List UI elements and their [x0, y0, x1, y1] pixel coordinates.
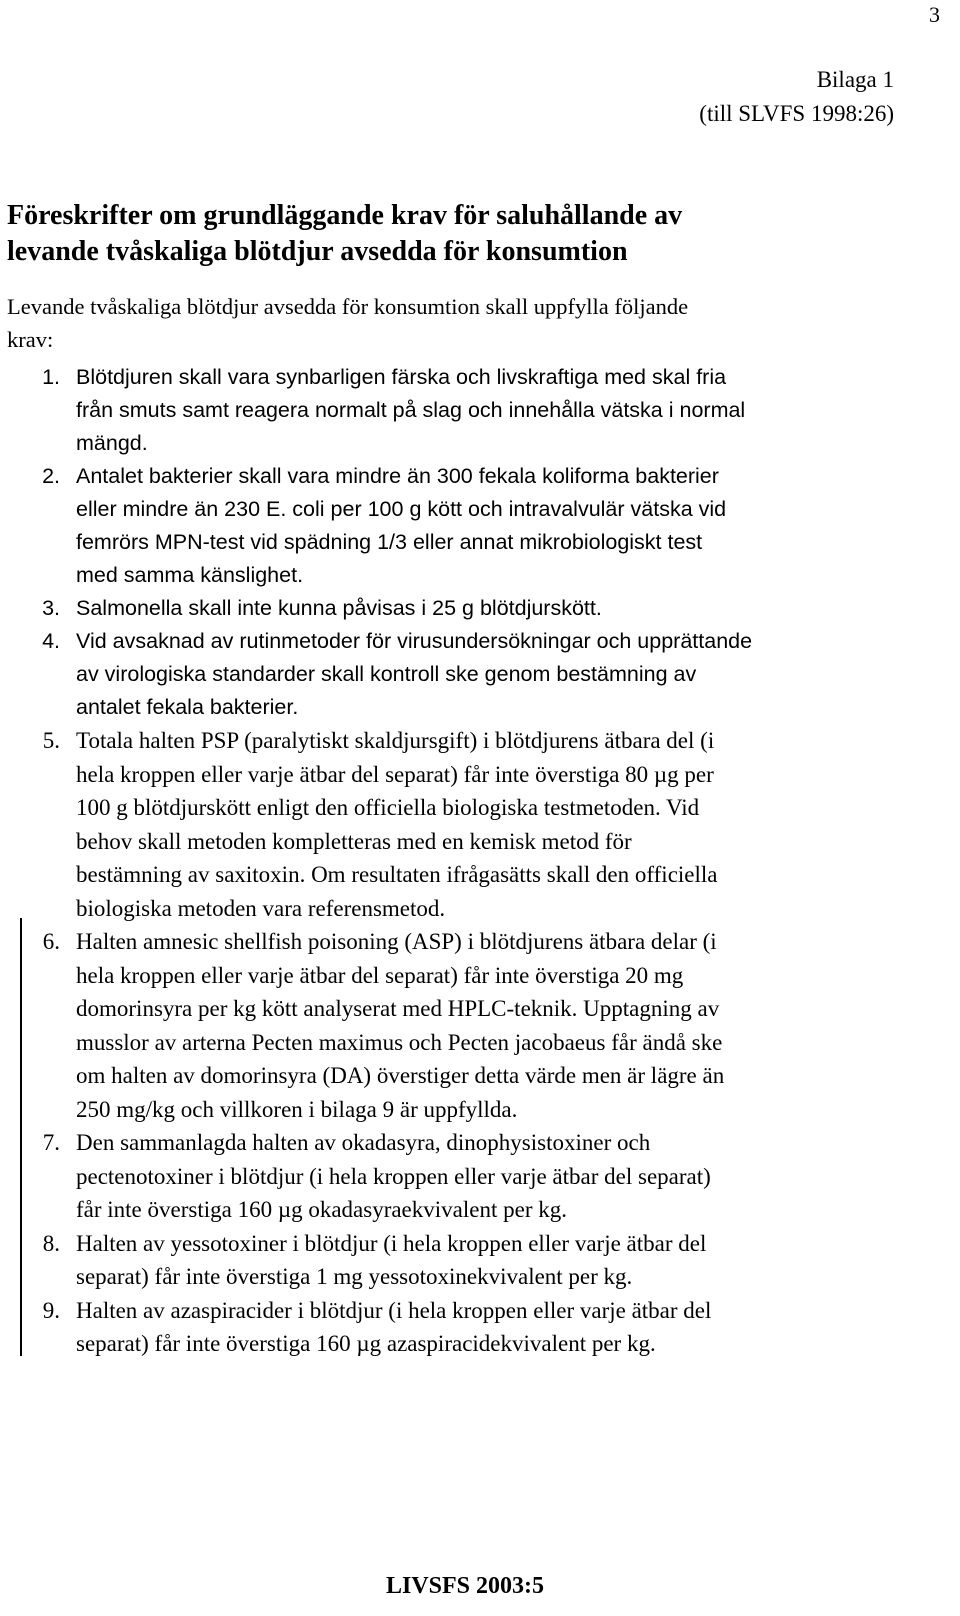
requirement-item — [0, 925, 960, 1126]
requirement-text-line: Vid avsaknad av rutinmetoder för virusundersökningar och upprättande — [76, 629, 753, 653]
requirement-text-line: separat) får inte överstiga 160 µg azaspiracidekvivalent per kg. — [76, 1331, 656, 1356]
requirement-item — [0, 1227, 960, 1294]
requirement-text-line: domorinsyra per kg kött analyserat med HPLC-teknik. Upptagning av — [76, 996, 720, 1021]
requirements-list — [0, 361, 960, 1361]
requirement-text-line: separat) får inte överstiga 1 mg yessotoxinekvivalent per kg. — [76, 1264, 633, 1289]
requirement-number: 2. — [42, 464, 60, 488]
requirement-text-line: får inte överstiga 160 µg okadasyraekvivalent per kg. — [76, 1197, 567, 1222]
requirement-number: 5. — [42, 728, 60, 753]
requirement-text-line: 100 g blötdjurskött enligt den officiella biologiska testmetoden. Vid — [76, 795, 700, 820]
annex-regulation-reference: (till SLVFS 1998:26) — [699, 101, 894, 126]
requirement-text-line: mängd. — [76, 431, 148, 455]
requirement-text-line: av virologiska standarder skall kontroll ske genom bestämning av — [76, 662, 697, 686]
heading-line-1: Föreskrifter om grundläggande krav för saluhållande av — [7, 200, 683, 231]
requirement-text-line: Antalet bakterier skall vara mindre än 300 fekala koliforma bakterier — [76, 464, 719, 488]
requirement-text-line: eller mindre än 230 E. coli per 100 g kött och intravalvulär vätska vid — [76, 497, 727, 521]
page-number: 3 — [929, 2, 940, 27]
requirement-text-line: Salmonella skall inte kunna påvisas i 25 g blötdjurskött. — [76, 596, 602, 620]
requirement-item — [0, 460, 960, 592]
heading-line-2: levande tvåskaliga blötdjur avsedda för konsumtion — [7, 236, 628, 267]
requirement-number: 4. — [42, 629, 60, 653]
requirement-number: 6. — [42, 929, 60, 954]
requirement-text-line: Halten av azaspiracider i blötdjur (i hela kroppen eller varje ätbar del — [76, 1297, 712, 1323]
requirement-text-line: Halten amnesic shellfish poisoning (ASP) i blötdjurens ätbara delar (i — [76, 929, 717, 954]
annex-reference — [699, 63, 894, 131]
requirement-text-line: Den sammanlagda halten av okadasyra, dinophysistoxiner och — [76, 1130, 651, 1155]
requirement-text-line: musslor av arterna Pecten maximus och Pecten jacobaeus får ändå ske — [76, 1029, 723, 1055]
requirement-item — [0, 1126, 960, 1227]
requirement-text-line: biologiska metoden vara referensmetod. — [76, 895, 446, 921]
requirement-text-line: från smuts samt reagera normalt på slag och innehålla vätska i normal — [76, 398, 746, 422]
requirement-text-line: om halten av domorinsyra (DA) överstiger detta värde men är lägre än — [76, 1063, 725, 1088]
intro-paragraph — [7, 290, 907, 356]
requirement-item — [0, 592, 960, 625]
intro-line-2: krav: — [7, 327, 54, 352]
requirement-text-line: pectenotoxiner i blötdjur (i hela kroppen eller varje ätbar del separat) — [76, 1163, 711, 1189]
requirement-text-line: Halten av yessotoxiner i blötdjur (i hela kroppen eller varje ätbar del — [76, 1230, 707, 1256]
requirement-item — [0, 361, 960, 460]
requirement-number: 9. — [42, 1297, 60, 1323]
requirement-text-line: Blötdjuren skall vara synbarligen färska och livskraftiga med skal fria — [76, 365, 727, 389]
requirement-text-line: hela kroppen eller varje ätbar del separat) får inte överstiga 20 mg — [76, 962, 684, 988]
annex-label: Bilaga 1 — [816, 67, 894, 92]
requirement-number: 3. — [42, 596, 60, 620]
requirement-number: 8. — [42, 1230, 60, 1256]
document-heading — [7, 198, 907, 270]
requirement-item — [0, 1294, 960, 1361]
requirement-number: 7. — [42, 1130, 60, 1155]
requirement-text-line: behov skall metoden kompletteras med en kemisk metod för — [76, 828, 632, 854]
intro-line-1: Levande tvåskaliga blötdjur avsedda för konsumtion skall uppfylla följande — [7, 294, 689, 319]
requirement-number: 1. — [42, 365, 60, 389]
requirement-item — [0, 724, 960, 925]
requirement-text-line: hela kroppen eller varje ätbar del separat) får inte överstiga 80 µg per — [76, 761, 714, 787]
requirement-text-line: antalet fekala bakterier. — [76, 695, 299, 719]
requirement-text-line: femrörs MPN-test vid spädning 1/3 eller annat mikrobiologiskt test — [76, 530, 703, 554]
requirement-text-line: med samma känslighet. — [76, 563, 304, 587]
requirement-text-line: Totala halten PSP (paralytiskt skaldjursgift) i blötdjurens ätbara del (i — [76, 728, 715, 753]
footer-reference: LIVSFS 2003:5 — [385, 1573, 545, 1599]
requirement-text-line: 250 mg/kg och villkoren i bilaga 9 är uppfyllda. — [76, 1096, 518, 1122]
requirement-item — [0, 625, 960, 724]
requirement-text-line: bestämning av saxitoxin. Om resultaten ifrågasätts skall den officiella — [76, 862, 718, 887]
